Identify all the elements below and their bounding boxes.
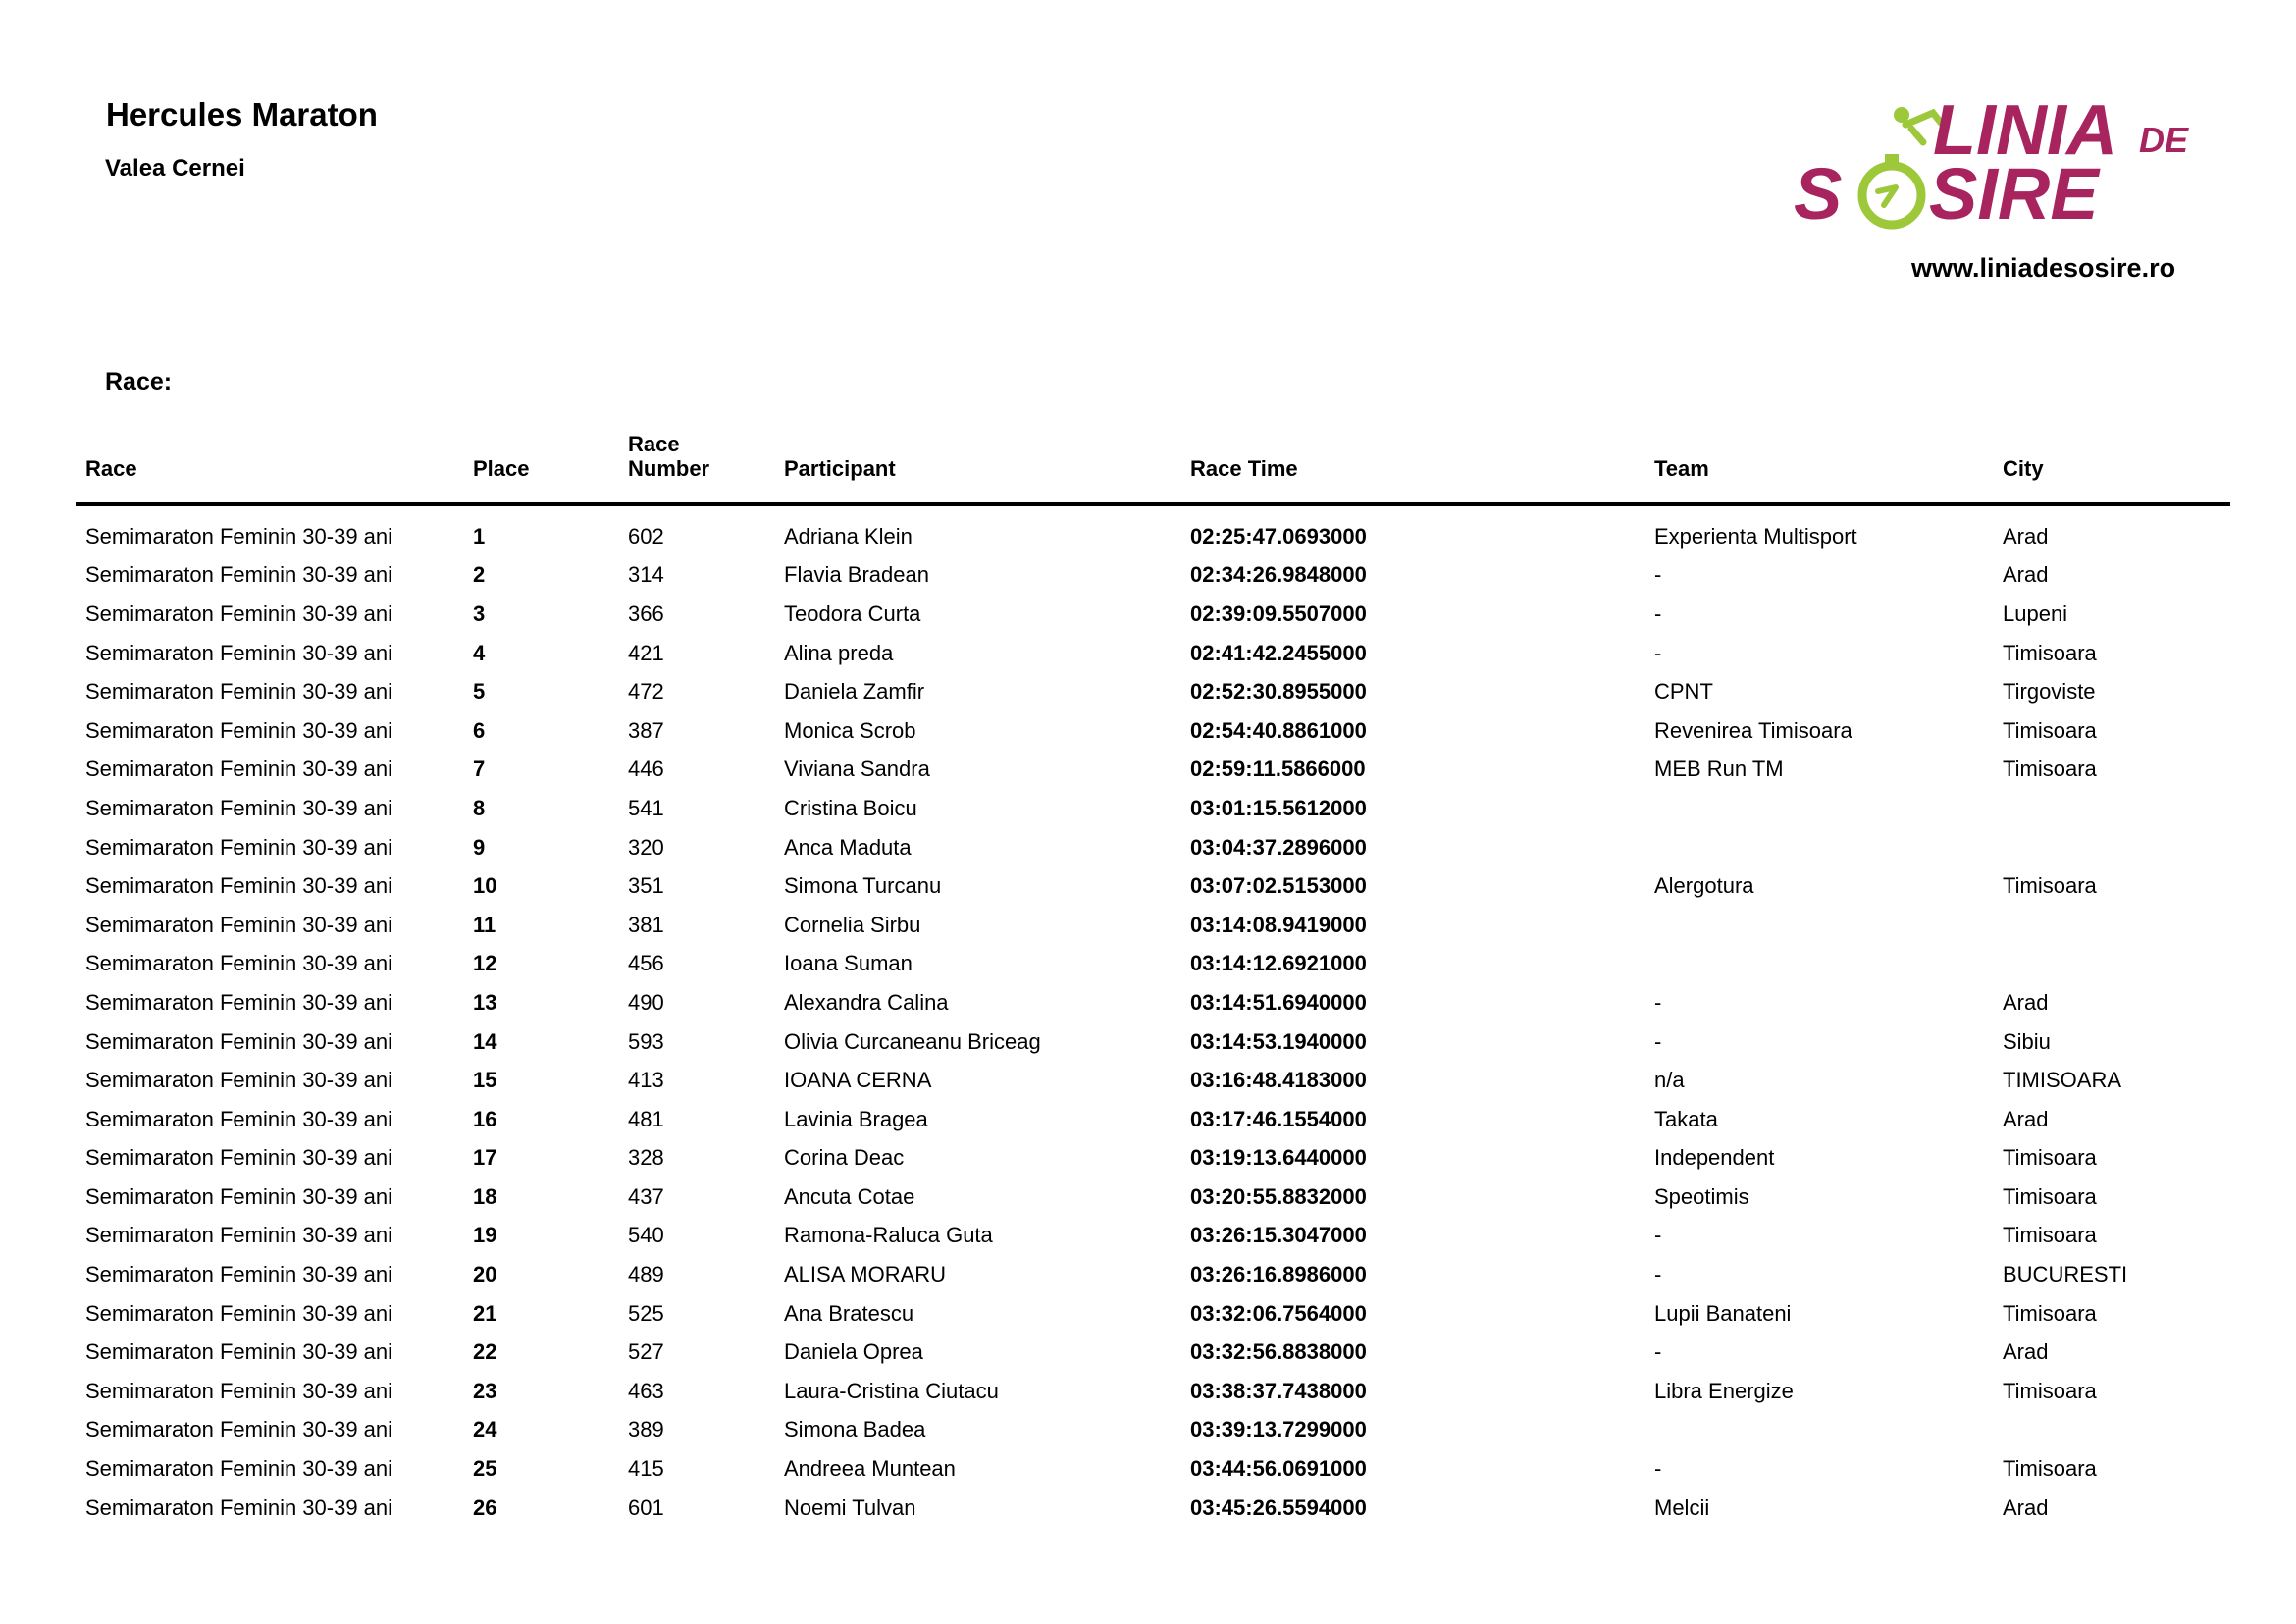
place-cell: 14 <box>473 1028 497 1054</box>
race-cell: Semimaraton Feminin 30-39 ani <box>85 989 393 1015</box>
participant-cell: Daniela Oprea <box>784 1339 923 1365</box>
team-cell: - <box>1654 1339 1662 1365</box>
team-cell: Takata <box>1654 1106 1718 1131</box>
race-time-cell: 02:59:11.5866000 <box>1190 757 1366 782</box>
team-cell: CPNT <box>1654 679 1713 705</box>
race-time-cell: 03:14:51.6940000 <box>1190 989 1367 1015</box>
header-team: Team <box>1654 456 1709 481</box>
city-cell: BUCURESTI <box>2003 1262 2128 1287</box>
race-cell: Semimaraton Feminin 30-39 ani <box>85 757 393 782</box>
race-time-cell: 03:14:08.9419000 <box>1190 912 1367 937</box>
race-number-cell: 415 <box>628 1456 664 1482</box>
participant-cell: Teodora Curta <box>784 601 921 626</box>
place-cell: 17 <box>473 1145 497 1171</box>
place-cell: 20 <box>473 1262 497 1287</box>
city-cell: Sibiu <box>2003 1028 2051 1054</box>
participant-cell: Daniela Zamfir <box>784 679 925 705</box>
city-cell: Arad <box>2003 1339 2049 1365</box>
header-race-time: Race Time <box>1190 456 1298 481</box>
logo-word-sire: SIRE <box>1929 153 2099 235</box>
race-number-cell: 527 <box>628 1339 664 1365</box>
website-link[interactable]: www.liniadesosire.ro <box>1911 253 2176 283</box>
city-cell: Timisoara <box>2003 873 2097 899</box>
race-number-cell: 413 <box>628 1068 664 1093</box>
race-number-cell: 366 <box>628 601 664 626</box>
participant-cell: Cornelia Sirbu <box>784 912 921 937</box>
team-cell: Lupii Banateni <box>1654 1300 1792 1326</box>
race-cell: Semimaraton Feminin 30-39 ani <box>85 834 393 860</box>
logo-letter-s: S <box>1794 153 1843 235</box>
team-cell: - <box>1654 1262 1662 1287</box>
place-cell: 26 <box>473 1494 497 1520</box>
race-time-cell: 03:17:46.1554000 <box>1190 1106 1367 1131</box>
race-number-cell: 351 <box>628 873 664 899</box>
results-table <box>76 432 2230 1527</box>
participant-cell: Simona Turcanu <box>784 873 942 899</box>
place-cell: 9 <box>473 834 486 860</box>
table-row <box>76 1449 2230 1489</box>
table-row <box>76 1061 2230 1100</box>
table-row <box>76 517 2230 556</box>
city-cell: Timisoara <box>2003 757 2097 782</box>
race-cell: Semimaraton Feminin 30-39 ani <box>85 1145 393 1171</box>
participant-cell: Monica Scrob <box>784 717 916 743</box>
place-cell: 10 <box>473 873 497 899</box>
city-cell: Arad <box>2003 523 2049 549</box>
table-row <box>76 789 2230 828</box>
race-time-cell: 02:41:42.2455000 <box>1190 640 1367 665</box>
race-cell: Semimaraton Feminin 30-39 ani <box>85 1300 393 1326</box>
race-cell: Semimaraton Feminin 30-39 ani <box>85 601 393 626</box>
team-cell: - <box>1654 562 1662 588</box>
table-row <box>76 672 2230 711</box>
participant-cell: Lavinia Bragea <box>784 1106 928 1131</box>
table-row <box>76 1294 2230 1334</box>
race-label: Race: <box>105 368 173 395</box>
participant-cell: Cristina Boicu <box>784 795 917 820</box>
city-cell: Timisoara <box>2003 1183 2097 1209</box>
header-race-number <box>620 432 776 502</box>
race-cell: Semimaraton Feminin 30-39 ani <box>85 912 393 937</box>
participant-cell: Ioana Suman <box>784 951 913 976</box>
race-number-cell: 602 <box>628 523 664 549</box>
table-row <box>76 1178 2230 1217</box>
place-cell: 2 <box>473 562 486 588</box>
city-cell: Timisoara <box>2003 1145 2097 1171</box>
place-cell: 23 <box>473 1378 497 1403</box>
race-time-cell: 03:39:13.7299000 <box>1190 1417 1367 1442</box>
race-number-cell: 481 <box>628 1106 664 1131</box>
city-cell: Timisoara <box>2003 1223 2097 1248</box>
place-cell: 8 <box>473 795 486 820</box>
race-time-cell: 03:20:55.8832000 <box>1190 1183 1367 1209</box>
race-number-cell: 472 <box>628 679 664 705</box>
race-time-cell: 02:54:40.8861000 <box>1190 717 1367 743</box>
race-cell: Semimaraton Feminin 30-39 ani <box>85 1106 393 1131</box>
city-cell: TIMISOARA <box>2003 1068 2122 1093</box>
participant-cell: Olivia Curcaneanu Briceag <box>784 1028 1041 1054</box>
race-number-cell: 601 <box>628 1494 664 1520</box>
city-cell: Arad <box>2003 989 2049 1015</box>
race-time-cell: 03:26:15.3047000 <box>1190 1223 1367 1248</box>
race-cell: Semimaraton Feminin 30-39 ani <box>85 679 393 705</box>
place-cell: 21 <box>473 1300 497 1326</box>
race-time-cell: 03:14:53.1940000 <box>1190 1028 1367 1054</box>
place-cell: 15 <box>473 1068 497 1093</box>
table-row <box>76 1333 2230 1372</box>
race-time-cell: 03:44:56.0691000 <box>1190 1456 1367 1482</box>
participant-cell: Alexandra Calina <box>784 989 949 1015</box>
team-cell: - <box>1654 640 1662 665</box>
team-cell: Revenirea Timisoara <box>1654 717 1852 743</box>
race-time-cell: 03:19:13.6440000 <box>1190 1145 1367 1171</box>
table-row <box>76 1372 2230 1411</box>
race-number-cell: 320 <box>628 834 664 860</box>
logo-word-linia: LINIA <box>1933 91 2117 170</box>
team-cell: - <box>1654 1223 1662 1248</box>
header-race-number-line2: Number <box>628 456 710 481</box>
header-race: Race <box>85 456 137 481</box>
race-number-cell: 489 <box>628 1262 664 1287</box>
race-time-cell: 03:04:37.2896000 <box>1190 834 1367 860</box>
race-number-cell: 446 <box>628 757 664 782</box>
linia-de-sosire-logo <box>1786 83 2208 240</box>
city-cell: Arad <box>2003 562 2049 588</box>
place-cell: 18 <box>473 1183 497 1209</box>
race-number-cell: 389 <box>628 1417 664 1442</box>
race-time-cell: 03:16:48.4183000 <box>1190 1068 1367 1093</box>
race-cell: Semimaraton Feminin 30-39 ani <box>85 717 393 743</box>
race-number-cell: 463 <box>628 1378 664 1403</box>
team-cell: Experienta Multisport <box>1654 523 1857 549</box>
race-time-cell: 03:32:56.8838000 <box>1190 1339 1367 1365</box>
place-cell: 19 <box>473 1223 497 1248</box>
page-subtitle: Valea Cernei <box>105 155 245 182</box>
participant-cell: Simona Badea <box>784 1417 926 1442</box>
table-row <box>76 828 2230 867</box>
participant-cell: Alina preda <box>784 640 894 665</box>
city-cell: Arad <box>2003 1494 2049 1520</box>
race-cell: Semimaraton Feminin 30-39 ani <box>85 1183 393 1209</box>
race-time-cell: 03:01:15.5612000 <box>1190 795 1367 820</box>
participant-cell: Corina Deac <box>784 1145 905 1171</box>
participant-cell: IOANA CERNA <box>784 1068 932 1093</box>
team-cell: - <box>1654 601 1662 626</box>
race-number-cell: 593 <box>628 1028 664 1054</box>
race-time-cell: 03:45:26.5594000 <box>1190 1494 1367 1520</box>
participant-cell: Anca Maduta <box>784 834 912 860</box>
table-row <box>76 1022 2230 1062</box>
place-cell: 16 <box>473 1106 497 1131</box>
participant-cell: Andreea Muntean <box>784 1456 956 1482</box>
race-number-cell: 437 <box>628 1183 664 1209</box>
city-cell: Timisoara <box>2003 640 2097 665</box>
city-cell: Timisoara <box>2003 1456 2097 1482</box>
table-row <box>76 906 2230 945</box>
team-cell: - <box>1654 1456 1662 1482</box>
race-cell: Semimaraton Feminin 30-39 ani <box>85 1339 393 1365</box>
race-cell: Semimaraton Feminin 30-39 ani <box>85 873 393 899</box>
race-number-cell: 541 <box>628 795 664 820</box>
table-row <box>76 1100 2230 1139</box>
table-row <box>76 751 2230 790</box>
place-cell: 3 <box>473 601 486 626</box>
place-cell: 13 <box>473 989 497 1015</box>
race-time-cell: 03:38:37.7438000 <box>1190 1378 1367 1403</box>
city-cell: Tirgoviste <box>2003 679 2096 705</box>
place-cell: 6 <box>473 717 486 743</box>
team-cell: Independent <box>1654 1145 1775 1171</box>
team-cell: n/a <box>1654 1068 1685 1093</box>
race-cell: Semimaraton Feminin 30-39 ani <box>85 1068 393 1093</box>
race-number-cell: 314 <box>628 562 664 588</box>
place-cell: 5 <box>473 679 486 705</box>
team-cell: - <box>1654 989 1662 1015</box>
city-cell: Timisoara <box>2003 1378 2097 1403</box>
table-row <box>76 945 2230 984</box>
race-cell: Semimaraton Feminin 30-39 ani <box>85 562 393 588</box>
participant-cell: Ana Bratescu <box>784 1300 914 1326</box>
race-time-cell: 03:32:06.7564000 <box>1190 1300 1367 1326</box>
table-row <box>76 556 2230 596</box>
table-row <box>76 595 2230 634</box>
header-city: City <box>2003 456 2044 481</box>
table-header <box>76 432 2230 506</box>
race-cell: Semimaraton Feminin 30-39 ani <box>85 1494 393 1520</box>
race-cell: Semimaraton Feminin 30-39 ani <box>85 1028 393 1054</box>
table-row <box>76 711 2230 751</box>
race-number-cell: 540 <box>628 1223 664 1248</box>
team-cell: MEB Run TM <box>1654 757 1784 782</box>
header-participant: Participant <box>784 456 896 481</box>
race-cell: Semimaraton Feminin 30-39 ani <box>85 523 393 549</box>
team-cell: Libra Energize <box>1654 1378 1794 1403</box>
table-body <box>76 506 2230 1527</box>
race-time-cell: 03:14:12.6921000 <box>1190 951 1367 976</box>
race-cell: Semimaraton Feminin 30-39 ani <box>85 1378 393 1403</box>
race-cell: Semimaraton Feminin 30-39 ani <box>85 1456 393 1482</box>
race-time-cell: 03:07:02.5153000 <box>1190 873 1367 899</box>
race-number-cell: 456 <box>628 951 664 976</box>
table-row <box>76 1255 2230 1294</box>
participant-cell: Ramona-Raluca Guta <box>784 1223 993 1248</box>
place-cell: 7 <box>473 757 486 782</box>
race-time-cell: 02:52:30.8955000 <box>1190 679 1367 705</box>
place-cell: 22 <box>473 1339 497 1365</box>
participant-cell: Laura-Cristina Ciutacu <box>784 1378 999 1403</box>
participant-cell: Adriana Klein <box>784 523 913 549</box>
race-cell: Semimaraton Feminin 30-39 ani <box>85 1223 393 1248</box>
race-cell: Semimaraton Feminin 30-39 ani <box>85 795 393 820</box>
header-place: Place <box>473 456 530 481</box>
race-cell: Semimaraton Feminin 30-39 ani <box>85 640 393 665</box>
city-cell: Lupeni <box>2003 601 2068 626</box>
team-cell: - <box>1654 1028 1662 1054</box>
logo-word-de: DE <box>2139 120 2189 160</box>
header-race-number-line1: Race <box>628 432 680 456</box>
race-number-cell: 525 <box>628 1300 664 1326</box>
city-cell: Arad <box>2003 1106 2049 1131</box>
table-row <box>76 634 2230 673</box>
participant-cell: Flavia Bradean <box>784 562 929 588</box>
table-row <box>76 1217 2230 1256</box>
logo-graphic <box>1786 83 2208 240</box>
race-cell: Semimaraton Feminin 30-39 ani <box>85 951 393 976</box>
race-number-cell: 381 <box>628 912 664 937</box>
place-cell: 4 <box>473 640 486 665</box>
race-time-cell: 02:25:47.0693000 <box>1190 523 1367 549</box>
race-cell: Semimaraton Feminin 30-39 ani <box>85 1262 393 1287</box>
race-number-cell: 490 <box>628 989 664 1015</box>
race-cell: Semimaraton Feminin 30-39 ani <box>85 1417 393 1442</box>
page-title: Hercules Maraton <box>106 96 378 132</box>
race-time-cell: 03:26:16.8986000 <box>1190 1262 1367 1287</box>
table-row <box>76 1139 2230 1179</box>
participant-cell: Ancuta Cotae <box>784 1183 915 1209</box>
race-number-cell: 387 <box>628 717 664 743</box>
place-cell: 11 <box>473 912 496 937</box>
race-number-cell: 328 <box>628 1145 664 1171</box>
table-row <box>76 1489 2230 1528</box>
team-cell: Alergotura <box>1654 873 1754 899</box>
team-cell: Speotimis <box>1654 1183 1749 1209</box>
participant-cell: Noemi Tulvan <box>784 1494 916 1520</box>
race-time-cell: 02:39:09.5507000 <box>1190 601 1367 626</box>
place-cell: 1 <box>473 523 486 549</box>
participant-cell: Viviana Sandra <box>784 757 930 782</box>
race-time-cell: 02:34:26.9848000 <box>1190 562 1367 588</box>
city-cell: Timisoara <box>2003 717 2097 743</box>
place-cell: 12 <box>473 951 497 976</box>
race-number-cell: 421 <box>628 640 664 665</box>
table-row <box>76 1411 2230 1450</box>
place-cell: 25 <box>473 1456 497 1482</box>
team-cell: Melcii <box>1654 1494 1710 1520</box>
participant-cell: ALISA MORARU <box>784 1262 947 1287</box>
place-cell: 24 <box>473 1417 497 1442</box>
city-cell: Timisoara <box>2003 1300 2097 1326</box>
table-row <box>76 866 2230 906</box>
table-row <box>76 983 2230 1022</box>
